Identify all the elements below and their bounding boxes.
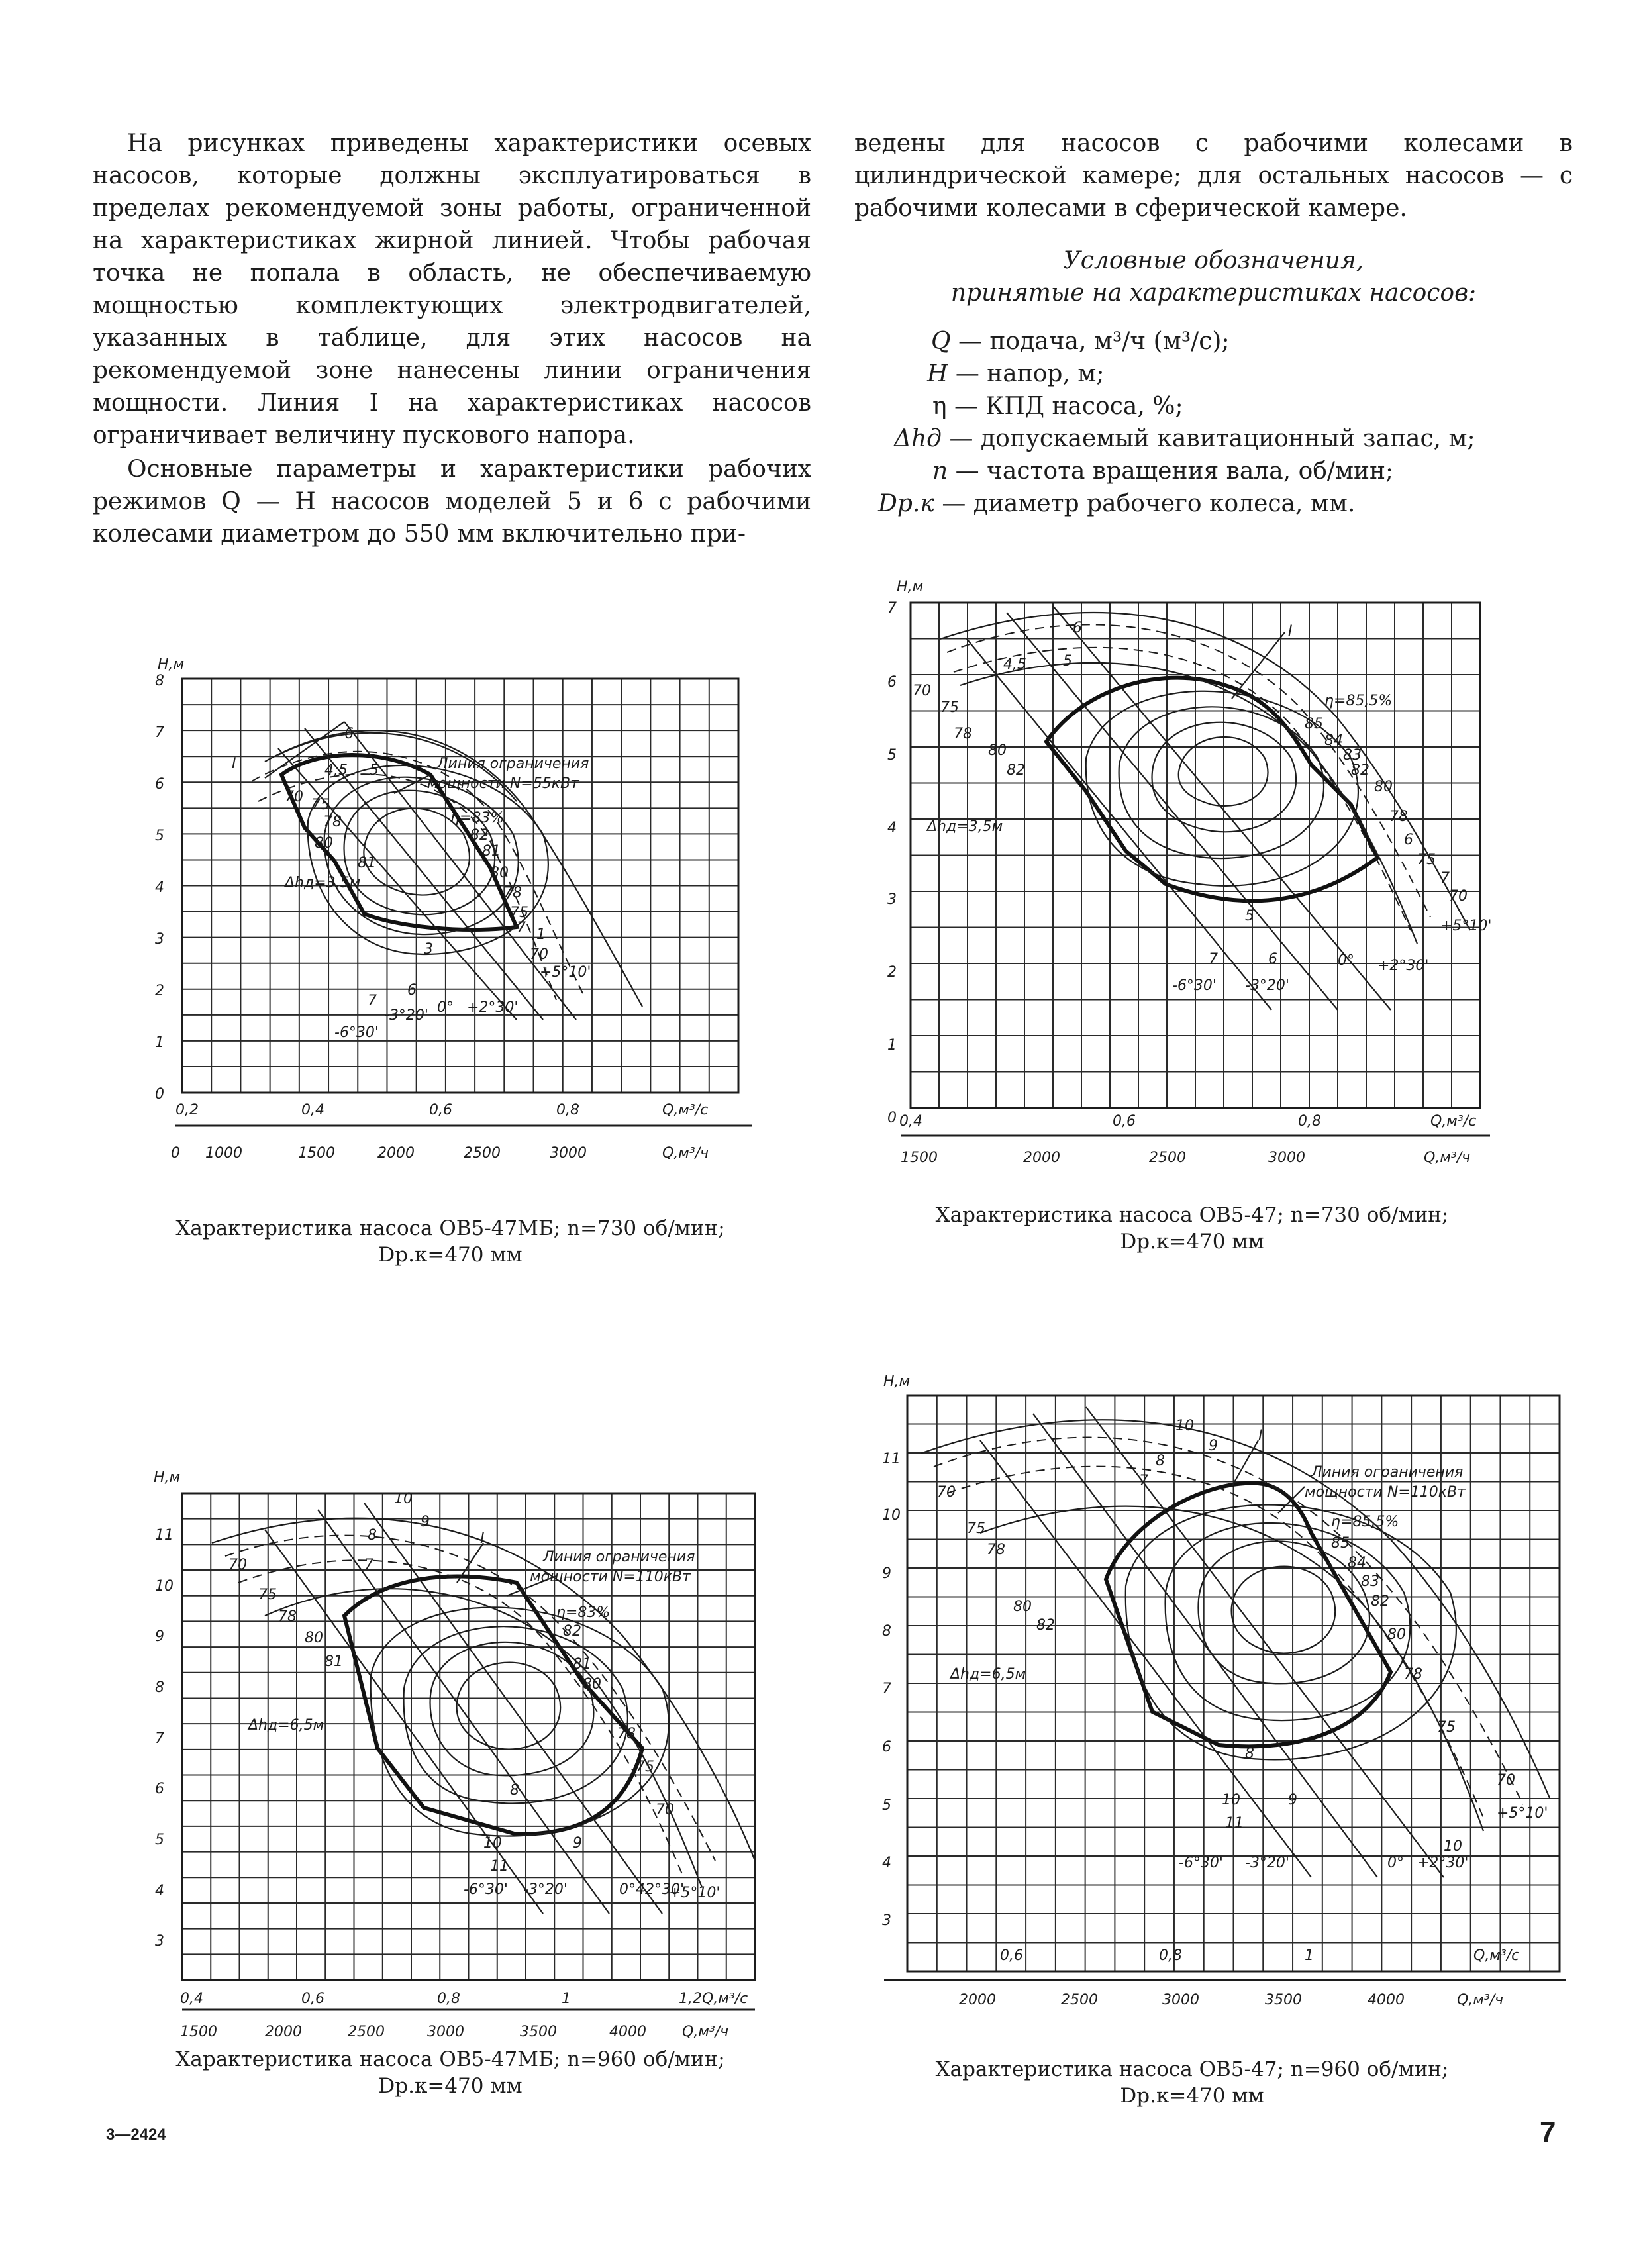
power-line [967, 639, 1271, 1010]
curve-label: 84 [1324, 732, 1343, 749]
curve-label: 7 [1139, 1473, 1148, 1489]
curve-label: 75 [1417, 852, 1436, 868]
curve-label: 7 [1440, 870, 1450, 887]
angle-label: -6°30' [1172, 977, 1217, 994]
x-tick: 1,2 [679, 1991, 702, 2007]
curve-label: 81 [324, 1653, 343, 1670]
curve-label: 9 [421, 1514, 430, 1530]
curve-label: 70 [1449, 888, 1468, 905]
efficiency-contour [1198, 1541, 1369, 1683]
x2-tick-labels [180, 2024, 728, 2040]
x2-tick: 3000 [427, 2024, 464, 2040]
angle-label: +5°10' [669, 1885, 721, 1901]
x2-tick: 3000 [550, 1145, 587, 1161]
angle-label: +2°30' [1417, 1855, 1469, 1871]
start-head-line [1232, 1440, 1258, 1487]
curve-label: 84 [1348, 1555, 1366, 1571]
angle-label: -6°30' [464, 1881, 508, 1898]
efficiency-label: η=83% [450, 810, 505, 826]
roman-label: I [1258, 1428, 1263, 1444]
angle-label: +5°10' [1440, 918, 1492, 934]
curve-label: 80 [583, 1676, 601, 1693]
curve-label: 75 [311, 797, 330, 813]
curve-label: 10 [394, 1491, 413, 1507]
angle-label: -3°20' [1245, 1855, 1289, 1871]
page-number: 7 [1540, 2116, 1556, 2148]
chart-caption: Характеристика насоса ОВ5-47; n=730 об/мин; Dр.к=470 мм [935, 1203, 1449, 1254]
curve-label: 80 [490, 865, 509, 881]
chart-ov5-47-960 [874, 1367, 1569, 2016]
curve-label: 6 [1268, 951, 1277, 967]
y-tick: 4 [887, 820, 897, 836]
curve-label: 6 [1404, 832, 1413, 848]
curve-label: 70 [530, 946, 548, 963]
angle-label: 0° [1387, 1855, 1404, 1871]
angle-label: 0° [437, 999, 454, 1016]
x2-tick: 4000 [609, 2024, 646, 2040]
angle-label: -3°20' [1245, 977, 1289, 994]
curve-label: 8 [1245, 1746, 1254, 1762]
x2-tick: 3000 [1268, 1150, 1305, 1166]
x-tick: 0,4 [899, 1113, 922, 1130]
x2-tick: 3000 [1162, 1992, 1199, 2008]
curve-label: 78 [1389, 809, 1408, 825]
y-tick: 4 [882, 1855, 891, 1871]
x-tick: 0,4 [180, 1991, 203, 2007]
limit-label: мощности N=110кВт [530, 1569, 691, 1585]
curve-label: 11 [490, 1858, 509, 1875]
chart-ov5-47mb-960 [146, 1463, 808, 2059]
efficiency-contour [457, 1663, 561, 1750]
curve-label: 78 [1404, 1666, 1422, 1683]
y-tick: 8 [155, 673, 164, 689]
curve-label: 5 [370, 762, 379, 779]
angle-label: -6°30' [1179, 1855, 1223, 1871]
y-axis-label: H,м [897, 579, 924, 595]
y-tick: 2 [887, 964, 897, 981]
y-tick: 8 [882, 1623, 891, 1640]
roman-label: I [1288, 623, 1293, 640]
curve-label: 4,5 [324, 762, 348, 779]
x-tick-labels [175, 1102, 708, 1118]
curve-label: 5 [1063, 653, 1072, 669]
curve-label: 10 [1444, 1838, 1462, 1855]
x-tick: 0,6 [301, 1991, 324, 2007]
y-tick: 8 [155, 1679, 164, 1696]
efficiency-contour [371, 1607, 669, 1836]
curve-label: 75 [636, 1759, 654, 1775]
y-tick-labels [887, 600, 897, 1126]
curve-label: 80 [1387, 1626, 1406, 1643]
curve-label: 80 [315, 835, 333, 852]
angle-label: +2°30' [467, 999, 519, 1016]
curve-label: 11 [1225, 1815, 1244, 1832]
curve-label: 85 [1305, 716, 1323, 732]
x2-tick: 1500 [180, 2024, 217, 2040]
y-tick: 4 [155, 1883, 164, 1899]
x-tick: 0,8 [437, 1991, 460, 2007]
x-tick: 0,8 [556, 1102, 579, 1118]
curve-label: 75 [510, 905, 528, 921]
x2-tick: 2500 [1061, 1992, 1098, 2008]
curve-label: 82 [563, 1623, 581, 1640]
curve-label: 8 [510, 1782, 519, 1799]
efficiency-label: η=85,5% [1324, 693, 1393, 709]
x-tick: 0,6 [1113, 1113, 1136, 1130]
curve-label: 10 [1175, 1418, 1194, 1434]
curve-label: 83 [1361, 1573, 1379, 1590]
y-tick: 5 [887, 747, 897, 764]
x-tick: 1 [562, 1991, 571, 2007]
x2-tick-labels [171, 1145, 709, 1161]
angle-label: -6°30' [334, 1024, 379, 1041]
x-tick: 0,6 [1000, 1948, 1023, 1964]
cavitation-label: Δhд=6,5м [248, 1717, 324, 1734]
curve-label: 6 [344, 726, 354, 742]
curve-label: 7 [1209, 951, 1218, 967]
curve-label: 70 [913, 683, 931, 699]
x2-tick: 1500 [901, 1150, 938, 1166]
y-tick: 7 [155, 1730, 164, 1747]
x2-tick: 2000 [265, 2024, 302, 2040]
y-tick-labels [155, 1527, 174, 1949]
efficiency-label: η=85,5% [1331, 1514, 1399, 1530]
limit-label: Линия ограничения [1311, 1464, 1464, 1481]
curve-label: 75 [258, 1587, 277, 1603]
y-tick: 6 [155, 1781, 164, 1797]
curve-label: 9 [1209, 1438, 1218, 1454]
y-tick-labels [155, 673, 164, 1103]
curve-label: 82 [1036, 1617, 1055, 1634]
curve-label: 3 [424, 941, 433, 958]
chart-ov5-47mb-730 [146, 649, 808, 1179]
curve-label: 7 [517, 920, 526, 936]
x-axis-label: Q,м³/с [662, 1102, 709, 1118]
legend-item: Q — подача, м³/ч (м³/с); [931, 328, 1230, 355]
curve-label: 78 [987, 1542, 1005, 1558]
x-tick-labels [180, 1991, 748, 2007]
x2-axis-label: Q,м³/ч [1424, 1150, 1471, 1166]
y-tick: 7 [155, 724, 164, 741]
efficiency-label: η=83% [556, 1604, 611, 1621]
y-tick: 0 [155, 1086, 164, 1103]
curve-label: 10 [1222, 1792, 1240, 1808]
legend-item: Δhд — допускаемый кавитационный запас, м; [894, 425, 1475, 452]
cavitation-label: Δhд=3,5м [285, 875, 361, 891]
curve-label: 5 [1245, 908, 1254, 924]
y-tick: 9 [155, 1628, 164, 1645]
x-tick-labels [899, 1113, 1476, 1130]
x-tick: 0,8 [1298, 1113, 1321, 1130]
x-axis-label: Q,м³/с [1430, 1113, 1477, 1130]
limit-label: мощности N=55кВт [427, 775, 579, 792]
curve-label: 85 [1331, 1535, 1350, 1552]
efficiency-contour [1232, 1567, 1336, 1653]
paragraph-continued: ведены для насосов с рабочими колесами в цилиндрической камере; для остальных насосов — с рабочими колесами в сферической камере. [854, 130, 1573, 222]
paragraph-intro: На рисунках приведены характеристики осевых насосов, которые должны эксплуатироваться в пределах рекомендуемой зоны работы, ограниченной на характеристиках жирной линией. Чтобы рабочая точка не попала в область, не обеспечиваемую мощностью комплектующих электродвигателей, указанных в таблице, для этих насосов на рекомендуемой зоне нанесены линии ограничения мощности. Линия I на характеристиках насосов ограничивает величину пускового напора. [93, 130, 811, 449]
curve-label: 8 [368, 1527, 377, 1544]
efficiency-contour [1166, 1523, 1411, 1720]
y-tick: 0 [887, 1110, 897, 1126]
y-tick: 5 [155, 1832, 164, 1848]
x2-tick: 0 [171, 1145, 180, 1161]
x2-axis-label: Q,м³/ч [662, 1145, 709, 1161]
curve-label: 70 [656, 1802, 674, 1818]
chart-caption: Характеристика насоса ОВ5-47; n=960 об/мин; Dр.к=470 мм [935, 2057, 1449, 2108]
curve-label: 6 [1073, 620, 1082, 636]
curve-label: 6 [407, 982, 417, 999]
curve-label: 7 [364, 1557, 373, 1573]
x-tick: 0,4 [301, 1102, 324, 1118]
y-tick: 7 [887, 600, 897, 616]
y-axis-label: H,м [158, 656, 185, 673]
limit-label: Линия ограничения [543, 1549, 695, 1565]
x2-tick: 3500 [520, 2024, 557, 2040]
cavitation-label: Δhд=3,5м [927, 818, 1003, 835]
curve-label: 78 [617, 1726, 636, 1742]
curve-label: 80 [1013, 1599, 1032, 1615]
curve-label: 8 [1156, 1453, 1165, 1469]
legend-item: H — напор, м; [927, 360, 1105, 387]
left-column [93, 127, 811, 550]
y-tick: 1 [155, 1034, 164, 1051]
angle-label: -3°20' [523, 1881, 568, 1898]
curve-label: 70 [1497, 1772, 1515, 1789]
curve-label: 9 [573, 1835, 582, 1851]
legend-title: Условные обозначения, принятые на характеристиках насосов: [950, 247, 1477, 307]
curve-label: 81 [573, 1656, 591, 1673]
curve-label: 82 [470, 827, 489, 844]
y-tick: 5 [882, 1797, 891, 1814]
curve-label: 75 [940, 699, 959, 716]
chart-grid [182, 679, 738, 1093]
legend-list [854, 325, 1573, 520]
chart-labels [937, 1418, 1548, 1871]
y-tick: 10 [155, 1578, 174, 1595]
y-tick: 3 [155, 1933, 164, 1949]
y-axis-label: H,м [154, 1469, 181, 1486]
curve-label: 81 [358, 855, 376, 871]
x-axis-label: Q,м³/с [1473, 1948, 1520, 1964]
chart-ov5-47-730 [887, 573, 1550, 1169]
angle-label: 0° [1338, 952, 1354, 969]
y-tick: 11 [155, 1527, 174, 1544]
x2-tick: 1000 [205, 1145, 242, 1161]
y-tick: 7 [882, 1681, 891, 1697]
curve-label: 9 [1288, 1792, 1297, 1808]
curve-label: 78 [503, 885, 522, 901]
angle-label: +5°10' [1497, 1805, 1548, 1822]
x-tick: 1 [1305, 1948, 1314, 1964]
print-code: 3—2424 [106, 2126, 166, 2144]
curve-label: 70 [285, 789, 303, 805]
y-tick: 3 [155, 931, 164, 948]
curve-label: 7 [368, 993, 377, 1009]
y-tick-labels [882, 1451, 901, 1929]
angle-label: 0°42°30' [619, 1881, 685, 1898]
limit-label: Линия ограничения [437, 756, 589, 772]
curve-label: 80 [1374, 779, 1393, 795]
curve-label: 81 [482, 843, 501, 860]
legend-item: n — частота вращения вала, об/мин; [932, 458, 1394, 485]
y-tick: 4 [155, 879, 164, 896]
curve-label: 78 [323, 814, 342, 830]
y-tick: 6 [155, 776, 164, 793]
y-tick: 3 [887, 891, 897, 908]
curve-label: 78 [954, 726, 972, 742]
angle-label: +5°10' [540, 964, 591, 981]
angle-label: +2°30' [1377, 958, 1429, 974]
curve-label: 83 [1343, 747, 1362, 764]
y-tick: 1 [887, 1037, 897, 1054]
x-tick: 0,8 [1159, 1948, 1182, 1964]
x2-tick: 4000 [1368, 1992, 1405, 2008]
chart-labels [913, 620, 1491, 994]
x2-tick-labels [959, 1992, 1503, 2008]
x2-tick: 2500 [464, 1145, 501, 1161]
curve-label: 1 [536, 926, 546, 943]
curve-label: 10 [483, 1835, 502, 1851]
x2-tick: 2500 [348, 2024, 385, 2040]
x2-axis-label: Q,м³/ч [682, 2024, 729, 2040]
y-tick: 9 [882, 1565, 891, 1582]
y-tick: 5 [155, 828, 164, 844]
limit-label: мощности N=110кВт [1305, 1484, 1466, 1501]
x2-tick-labels [901, 1150, 1470, 1166]
curve-label: 75 [967, 1520, 985, 1537]
y-tick: 6 [882, 1739, 891, 1755]
paragraph-params: Основные параметры и характеристики рабочих режимов Q — H насосов моделей 5 и 6 с рабочими колесами диаметром до 550 мм включительно при- [93, 456, 811, 548]
y-tick: 2 [155, 983, 164, 999]
right-column [854, 127, 1573, 520]
curve-label: 70 [937, 1484, 956, 1501]
curve-label: 75 [1437, 1719, 1456, 1736]
curve-label: 80 [988, 742, 1007, 759]
y-tick: 11 [882, 1451, 901, 1467]
legend-item: η — КПД насоса, %; [932, 393, 1183, 420]
chart-caption: Характеристика насоса ОВ5-47МБ; n=960 об/мин; Dр.к=470 мм [175, 2047, 725, 2098]
chart-labels [228, 1491, 720, 1901]
x2-tick: 2000 [1023, 1150, 1060, 1166]
curve-label: 78 [278, 1608, 297, 1625]
curve-label: 4,5 [1003, 656, 1026, 673]
chart-caption: Характеристика насоса ОВ5-47МБ; n=730 об/мин; Dр.к=470 мм [175, 1216, 725, 1267]
angle-label: -3°20' [384, 1007, 428, 1024]
x2-tick: 2000 [377, 1145, 415, 1161]
x2-axis-label: Q,м³/ч [1457, 1992, 1504, 2008]
x2-tick: 2000 [959, 1992, 996, 2008]
curve-label: 82 [1371, 1593, 1389, 1610]
legend-item: Dр.к — диаметр рабочего колеса, мм. [878, 490, 1356, 517]
y-tick: 6 [887, 674, 897, 691]
x2-tick: 3500 [1265, 1992, 1302, 2008]
roman-label: I [480, 1530, 485, 1547]
x2-tick: 2500 [1149, 1150, 1186, 1166]
x2-tick: 1500 [298, 1145, 335, 1161]
y-axis-label: H,м [883, 1373, 911, 1390]
curve-label: 82 [1007, 762, 1025, 779]
y-tick: 3 [882, 1912, 891, 1929]
curve-label: 82 [1351, 762, 1369, 779]
power-line [980, 1440, 1311, 1877]
cavitation-label: Δhд=6,5м [950, 1666, 1026, 1683]
y-tick: 10 [882, 1507, 901, 1524]
x-tick: 0,6 [429, 1102, 452, 1118]
roman-label: I [232, 756, 236, 772]
x-axis-label: Q,м³/с [702, 1991, 748, 2007]
curve-label: 80 [305, 1630, 323, 1646]
x-tick: 0,2 [175, 1102, 199, 1118]
curve-label: 70 [228, 1557, 247, 1573]
